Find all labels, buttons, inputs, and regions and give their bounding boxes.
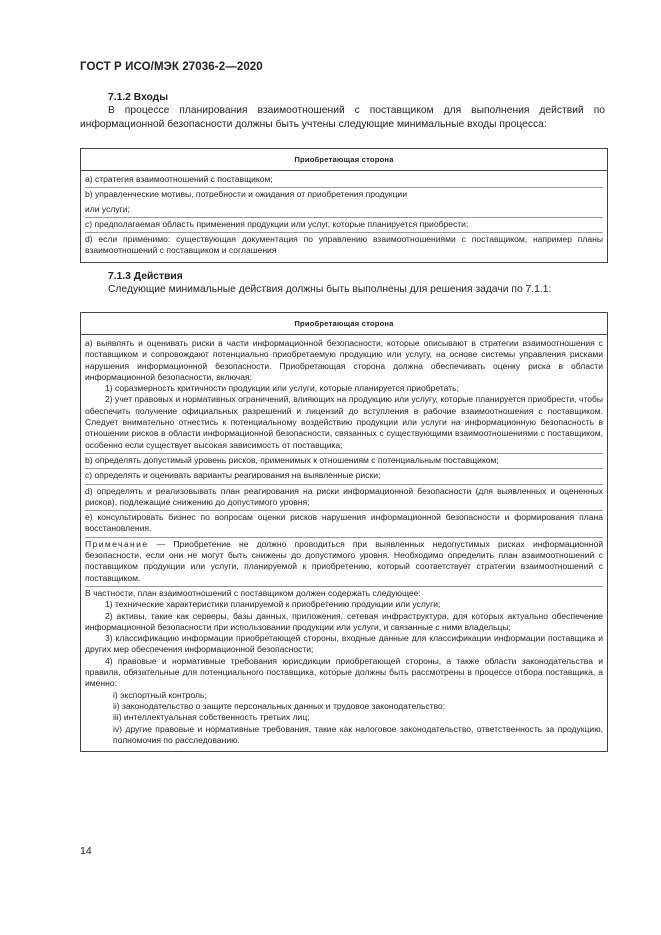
section-7-1-3 (80, 270, 605, 297)
plan-item-1: 1) технические характеристики планируемой к приобретению продукции или услуги; (105, 599, 441, 610)
table-row: или услуги; (85, 203, 603, 218)
note-label: Примечание (85, 538, 149, 549)
plan-item-4: 4) правовые и нормативные требования юрисдикции приобретающей стороны, а также области законодательства и правила, обязательные для потенциального поставщика, которые должны быть рассмотрены в процессе отбора поставщика, а именно: (85, 655, 603, 689)
document-code: ГОСТ Р ИСО/МЭК 27036-2—2020 (80, 61, 263, 73)
table-row: a) стратегия взаимоотношений с поставщиком; (85, 173, 603, 188)
subitem-iv: iv) другие правовые и нормативные требования, такие как налоговое законодательство, ответственность за продукцию, полномочия по расследованию. (113, 723, 603, 745)
table-row (85, 587, 603, 748)
plan-item-3: 3) классификацию информации приобретающей стороны, входные данные для классификации информации поставщика и других мер обеспечения информационной безопасности; (85, 633, 603, 655)
page-number: 14 (80, 845, 92, 857)
plan-intro: В частности, план взаимоотношений с поставщиком должен содержать следующее: (85, 587, 421, 598)
table-row: c) предполагаемая область применения продукции или услуг, которые планируется приобрести; (85, 218, 603, 233)
table-row: c) определять и оценивать варианты реагирования на выявленные риски; (85, 469, 603, 484)
item-a: a) выявлять и оценивать риски в части информационной безопасности, которые описывают в стратегии взаимоотношения с поставщиком и сопровождают потенциально приобретаемую продукцию или услугу, на основе системы управления рисками нарушения информационной безопасности. Приобретающая сторона должна обеспечивать оценку риска в области информационной безопасности, включая: (85, 338, 603, 382)
plan-item-2: 2) активы, такие как серверы, базы данных, приложения, сетевая инфраструктура, для которых актуально обеспечение информационной безопасности при использовании продукции или услуги, и связанные с ними владельцы; (85, 610, 603, 632)
subitem-i: i) экспортный контроль; (113, 689, 207, 700)
inputs-table (80, 148, 608, 263)
subitem-ii: ii) законодательство о защите персональных данных и трудовое законодательство; (113, 700, 446, 711)
table-row: b) управленческие мотивы, потребности и ожидания от приобретения продукции (85, 189, 407, 200)
table-row: d) если применимо: существующая документация по управлению взаимоотношениями с поставщиком, например планы взаимоотношений с поставщиком и соглашения (85, 234, 603, 256)
section-intro: Следующие минимальные действия должны быть выполнены для решения задачи по 7.1.1: (108, 284, 552, 296)
item-a1: 1) соразмерность критичности продукции или услуги, которые планируется приобретать; (105, 383, 459, 394)
section-intro: В процессе планирования взаимоотношений с поставщиком для выполнения действий по информационной безопасности должны быть учтены следующие минимальные входы процесса: (80, 105, 605, 130)
item-a2: 2) учет правовых и нормативных ограничений, влияющих на продукцию или услугу, которые планируется приобрести, чтобы обеспечить получение официальных разрешений и лицензий до вступления в рабочие взаимоотношения с поставщиком. Следует внимательно отнестись к потенциальному воздействию продукции или услуги на информационную безопасность в отношении рисков в области информационной безопасности, связанных с существующими взаимоотношениями с поставщиком, особенно если существует высокая зависимость от поставщика; (85, 394, 603, 450)
table-row: d) определять и реализовывать план реагирования на риски информационной безопасности (для выявленных и оцененных рисков), подлежащие снижению до допустимого уровня; (85, 485, 603, 512)
note (85, 538, 603, 587)
subitem-iii: iii) интеллектуальная собственность третьих лиц; (113, 712, 310, 723)
section-7-1-2 (80, 91, 605, 131)
note-text: — Приобретение не должно проводиться при выявленных недопустимых рисках информационной безопасности, если они не могут быть снижены до допустимого уровня. Необходимо определить план взаимоотношений с поставщиком продукции или услуги, планируемой к приобретению, который соответствует стратегии взаимоотношений с поставщиком. (85, 538, 603, 583)
actions-table (80, 312, 608, 752)
table-row (85, 337, 603, 454)
table-header: Приобретающая сторона (81, 149, 607, 171)
table-row: e) консультировать бизнес по вопросам оценки рисков нарушения информационной безопасности и формирования плана восстановления. (85, 511, 603, 538)
section-heading: 7.1.3 Действия (108, 271, 183, 282)
table-row: b) определять допустимый уровень рисков, применимых к отношениям с потенциальным поставщиком; (85, 454, 603, 469)
section-heading: 7.1.2 Входы (108, 92, 169, 103)
table-header: Приобретающая сторона (81, 313, 607, 335)
